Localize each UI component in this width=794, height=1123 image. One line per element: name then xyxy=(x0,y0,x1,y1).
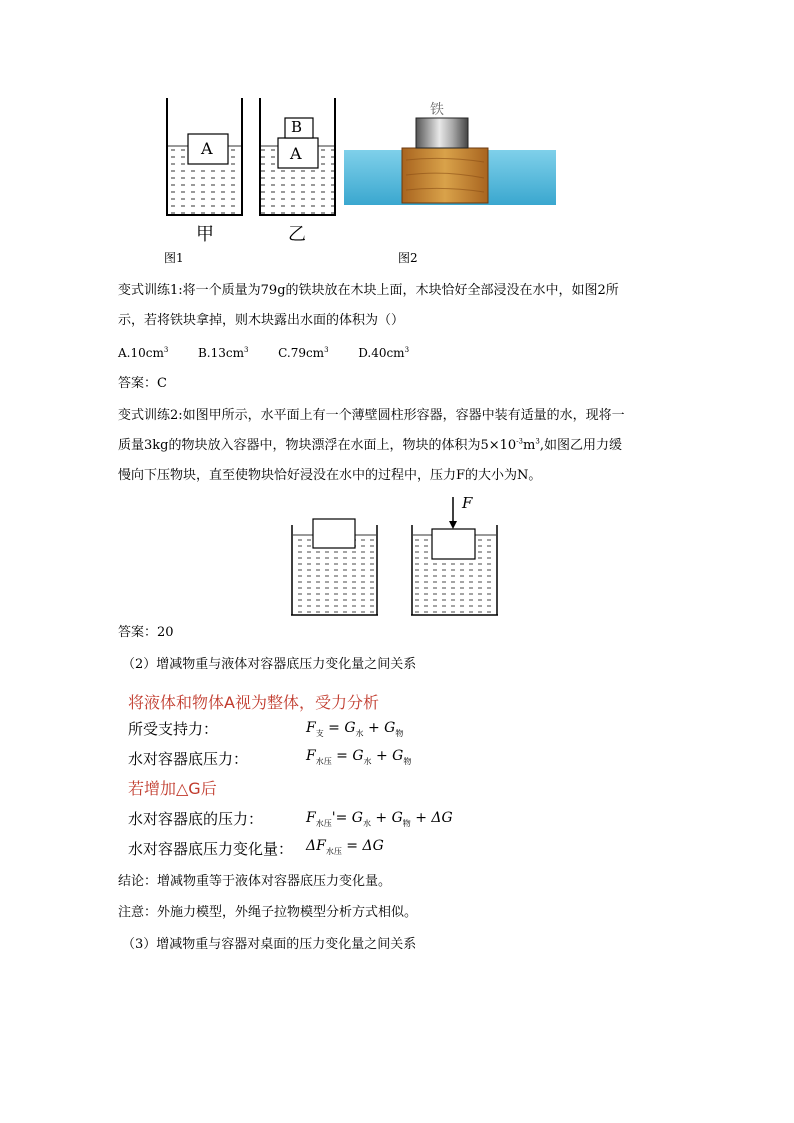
label-a-2: A xyxy=(290,144,302,163)
label-b: B xyxy=(291,118,303,136)
iron-block xyxy=(416,118,468,148)
label-yi: 乙 xyxy=(288,224,306,245)
q1-answer: 答案：C xyxy=(118,376,167,391)
conclusion: 结论：增减物重等于液体对容器底压力变化量。 xyxy=(118,874,392,889)
q1-option-d: $D.40cm^3$ xyxy=(358,346,410,360)
label-a: A xyxy=(201,139,213,158)
force-label: F xyxy=(462,494,473,512)
row1-label: 所受支持力： xyxy=(128,720,219,738)
q2-text-line3: 慢向下压物块，直至使物块恰好浸没在水中的过程中，压力F的大小为N。 xyxy=(118,468,542,483)
q2-answer: 答案：20 xyxy=(118,625,174,640)
q2-text-line1: 变式训练2:如图甲所示，水平面上有一个薄壁圆柱形容器，容器中装有适量的水，现将一 xyxy=(118,408,625,423)
container-jia-q2 xyxy=(291,519,378,615)
section-3-heading: （3）增减物重与容器对桌面的压力变化量之间关系 xyxy=(122,937,417,952)
label-jia: 甲 xyxy=(196,224,214,245)
section-2-red-2: 若增加△G后 xyxy=(128,779,217,798)
wood-block xyxy=(402,148,488,203)
row4-label: 水对容器底压力变化量： xyxy=(128,840,294,858)
row1-formula: $F_支 = G_水 + G_物$ xyxy=(306,720,404,738)
container-yi-q2 xyxy=(411,497,498,615)
section-2-red-1: 将液体和物体A视为整体，受力分析 xyxy=(128,693,379,712)
q1-option-b: $B.13cm^3$ xyxy=(197,346,249,360)
row3-formula: $F_{水压}'= G_水 + G_物 + \Delta G$ xyxy=(306,810,453,828)
q1-text-line2: 示，若将铁块拿掉，则木块露出水面的体积为（） xyxy=(118,313,405,328)
row2-label: 水对容器底压力： xyxy=(128,750,249,768)
q1-options xyxy=(118,344,409,362)
pressed-block xyxy=(432,529,475,559)
figure-2 xyxy=(344,100,556,205)
row3-label: 水对容器底的压力： xyxy=(128,810,264,828)
q2-text-line2: 质量3kg的物块放入容器中，物块漂浮在水面上，物块的体积为$5\times 10^{-3}m^3$,如图乙用力缓 xyxy=(118,437,622,453)
section-2-heading: （2）增减物重与液体对容器底压力变化量之间关系 xyxy=(122,657,417,672)
q1-option-a: $A.10cm^3$ xyxy=(118,346,169,360)
iron-label: 铁 xyxy=(430,102,444,118)
floating-block xyxy=(313,519,355,548)
figure-1-caption: 图1 xyxy=(164,251,184,265)
q1-text-line1: 变式训练1:将一个质量为79g的铁块放在木块上面，木块恰好全部浸没在水中，如图2所 xyxy=(118,283,619,298)
q1-option-c: $C.79cm^3$ xyxy=(278,346,329,360)
row4-formula: $\Delta F_{水压} = \Delta G$ xyxy=(306,838,384,856)
figure-1 xyxy=(160,98,360,243)
figure-q2 xyxy=(288,495,503,617)
row2-formula: $F_{水压} = G_水 + G_物$ xyxy=(306,748,412,766)
note: 注意：外施力模型，外绳子拉物模型分析方式相似。 xyxy=(118,905,418,920)
figure-2-caption: 图2 xyxy=(398,251,418,265)
